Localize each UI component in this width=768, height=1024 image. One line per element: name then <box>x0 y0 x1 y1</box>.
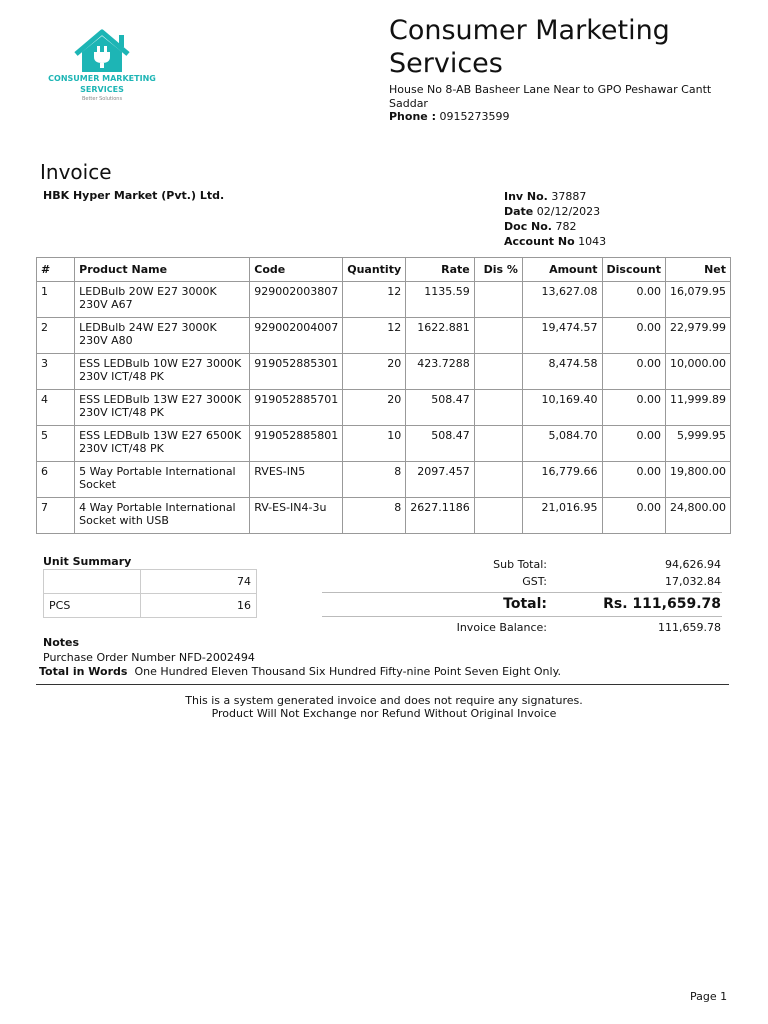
cell-dis <box>474 462 522 498</box>
table-row <box>37 426 731 462</box>
cell-quantity: 8 <box>343 498 406 534</box>
cell-dis <box>474 390 522 426</box>
sub-total-label: Sub Total: <box>493 558 547 571</box>
cell-quantity: 20 <box>343 390 406 426</box>
cell-discount: 0.00 <box>602 462 665 498</box>
inv-no-row <box>504 189 606 204</box>
cell-discount: 0.00 <box>602 318 665 354</box>
unit-row <box>44 570 257 594</box>
col-header-amount: Amount <box>522 258 602 282</box>
col-header-discount: Discount <box>602 258 665 282</box>
cell-net: 11,999.89 <box>665 390 730 426</box>
date-label: Date <box>504 205 534 218</box>
company-logo <box>40 28 170 108</box>
account-value: 1043 <box>578 235 607 248</box>
col-header-product: Product Name <box>75 258 250 282</box>
cell-rate: 508.47 <box>406 390 475 426</box>
gst-value: 17,032.84 <box>665 575 721 588</box>
cell-code: RVES-IN5 <box>250 462 343 498</box>
footer-divider <box>36 684 729 685</box>
cell-product: 5 Way Portable International Socket <box>75 462 250 498</box>
unit-name <box>44 570 141 594</box>
cell-product: ESS LEDBulb 13W E27 6500K 230V ICT/48 PK <box>75 426 250 462</box>
col-header-rate: Rate <box>406 258 475 282</box>
cell-quantity: 12 <box>343 318 406 354</box>
table-header-row <box>37 258 731 282</box>
cell-amount: 5,084.70 <box>522 426 602 462</box>
unit-row <box>44 594 257 618</box>
cell-product: ESS LEDBulb 10W E27 3000K 230V ICT/48 PK <box>75 354 250 390</box>
cell-product: LEDBulb 24W E27 3000K 230V A80 <box>75 318 250 354</box>
account-row <box>504 234 606 249</box>
gst-label: GST: <box>522 575 547 588</box>
cell-dis <box>474 318 522 354</box>
cell-dis <box>474 426 522 462</box>
cell-discount: 0.00 <box>602 354 665 390</box>
cell-net: 16,079.95 <box>665 282 730 318</box>
cell-quantity: 10 <box>343 426 406 462</box>
balance-value: 111,659.78 <box>658 621 721 634</box>
invoice-meta <box>504 189 606 249</box>
total-value: Rs. 111,659.78 <box>603 596 721 612</box>
unit-count: 74 <box>140 570 256 594</box>
cell-index: 6 <box>37 462 75 498</box>
table-row <box>37 462 731 498</box>
company-phone <box>389 110 509 123</box>
inv-no-label: Inv No. <box>504 190 548 203</box>
total-in-words <box>39 665 561 678</box>
cell-amount: 19,474.57 <box>522 318 602 354</box>
cell-net: 10,000.00 <box>665 354 730 390</box>
total-label: Total: <box>503 596 547 612</box>
cell-amount: 10,169.40 <box>522 390 602 426</box>
invoice-title: Invoice <box>40 160 112 184</box>
cell-amount: 21,016.95 <box>522 498 602 534</box>
cell-quantity: 12 <box>343 282 406 318</box>
totals-divider <box>322 592 722 593</box>
cell-net: 24,800.00 <box>665 498 730 534</box>
sub-total-value: 94,626.94 <box>665 558 721 571</box>
col-header-code: Code <box>250 258 343 282</box>
footer-refund-policy: Product Will Not Exchange nor Refund Without Original Invoice <box>211 707 557 720</box>
cell-rate: 423.7288 <box>406 354 475 390</box>
logo-text-line1: CONSUMER MARKETING <box>48 74 156 83</box>
cell-amount: 8,474.58 <box>522 354 602 390</box>
cell-index: 2 <box>37 318 75 354</box>
cell-dis <box>474 498 522 534</box>
unit-summary-title: Unit Summary <box>43 555 132 568</box>
cell-index: 4 <box>37 390 75 426</box>
logo-tagline: Better Solutions <box>81 96 123 102</box>
items-table <box>36 257 731 534</box>
cell-index: 7 <box>37 498 75 534</box>
page-number: Page 1 <box>690 990 728 1003</box>
cell-product: 4 Way Portable International Socket with USB <box>75 498 250 534</box>
cell-discount: 0.00 <box>602 282 665 318</box>
col-header-index: # <box>37 258 75 282</box>
cell-index: 3 <box>37 354 75 390</box>
table-row <box>37 390 731 426</box>
cell-net: 22,979.99 <box>665 318 730 354</box>
table-row <box>37 354 731 390</box>
date-value: 02/12/2023 <box>536 205 601 218</box>
cell-discount: 0.00 <box>602 498 665 534</box>
customer-name: HBK Hyper Market (Pvt.) Ltd. <box>43 189 225 202</box>
company-name: Consumer Marketing Services <box>389 15 670 79</box>
unit-summary-table <box>43 569 257 618</box>
col-header-net: Net <box>665 258 730 282</box>
doc-no-label: Doc No. <box>504 220 552 233</box>
inv-no-value: 37887 <box>551 190 587 203</box>
footer-disclaimer: This is a system generated invoice and does not require any signatures. <box>185 694 583 707</box>
cell-index: 5 <box>37 426 75 462</box>
cell-code: RV-ES-IN4-3u <box>250 498 343 534</box>
cell-net: 5,999.95 <box>665 426 730 462</box>
cell-rate: 1622.881 <box>406 318 475 354</box>
phone-label: Phone : <box>389 110 436 123</box>
table-row <box>37 498 731 534</box>
cell-rate: 2097.457 <box>406 462 475 498</box>
unit-name: PCS <box>44 594 141 618</box>
table-row <box>37 282 731 318</box>
cell-code: 919052885701 <box>250 390 343 426</box>
col-header-dis: Dis % <box>474 258 522 282</box>
cell-net: 19,800.00 <box>665 462 730 498</box>
cell-amount: 16,779.66 <box>522 462 602 498</box>
table-row <box>37 318 731 354</box>
unit-count: 16 <box>140 594 256 618</box>
words-value: One Hundred Eleven Thousand Six Hundred Fifty-nine Point Seven Eight Only. <box>134 665 562 678</box>
notes-text: Purchase Order Number NFD-2002494 <box>43 651 255 664</box>
cell-quantity: 8 <box>343 462 406 498</box>
cell-rate: 508.47 <box>406 426 475 462</box>
cell-discount: 0.00 <box>602 426 665 462</box>
cell-amount: 13,627.08 <box>522 282 602 318</box>
cell-code: 929002003807 <box>250 282 343 318</box>
house-plug-icon <box>40 28 164 76</box>
cell-discount: 0.00 <box>602 390 665 426</box>
date-row <box>504 204 606 219</box>
phone-value: 0915273599 <box>439 110 510 123</box>
cell-rate: 1135.59 <box>406 282 475 318</box>
company-address: House No 8-AB Basheer Lane Near to GPO Peshawar Cantt Saddar <box>389 83 712 110</box>
balance-label: Invoice Balance: <box>456 621 547 634</box>
totals-divider-2 <box>322 616 722 617</box>
doc-no-row <box>504 219 606 234</box>
cell-product: LEDBulb 20W E27 3000K 230V A67 <box>75 282 250 318</box>
words-label: Total in Words <box>39 665 128 678</box>
cell-code: 919052885301 <box>250 354 343 390</box>
cell-code: 919052885801 <box>250 426 343 462</box>
doc-no-value: 782 <box>555 220 577 233</box>
cell-quantity: 20 <box>343 354 406 390</box>
cell-index: 1 <box>37 282 75 318</box>
cell-product: ESS LEDBulb 13W E27 3000K 230V ICT/48 PK <box>75 390 250 426</box>
cell-rate: 2627.1186 <box>406 498 475 534</box>
cell-code: 929002004007 <box>250 318 343 354</box>
account-label: Account No <box>504 235 575 248</box>
logo-text-line2: SERVICES <box>80 85 124 94</box>
notes-title: Notes <box>43 636 80 649</box>
col-header-quantity: Quantity <box>343 258 406 282</box>
cell-dis <box>474 282 522 318</box>
cell-dis <box>474 354 522 390</box>
